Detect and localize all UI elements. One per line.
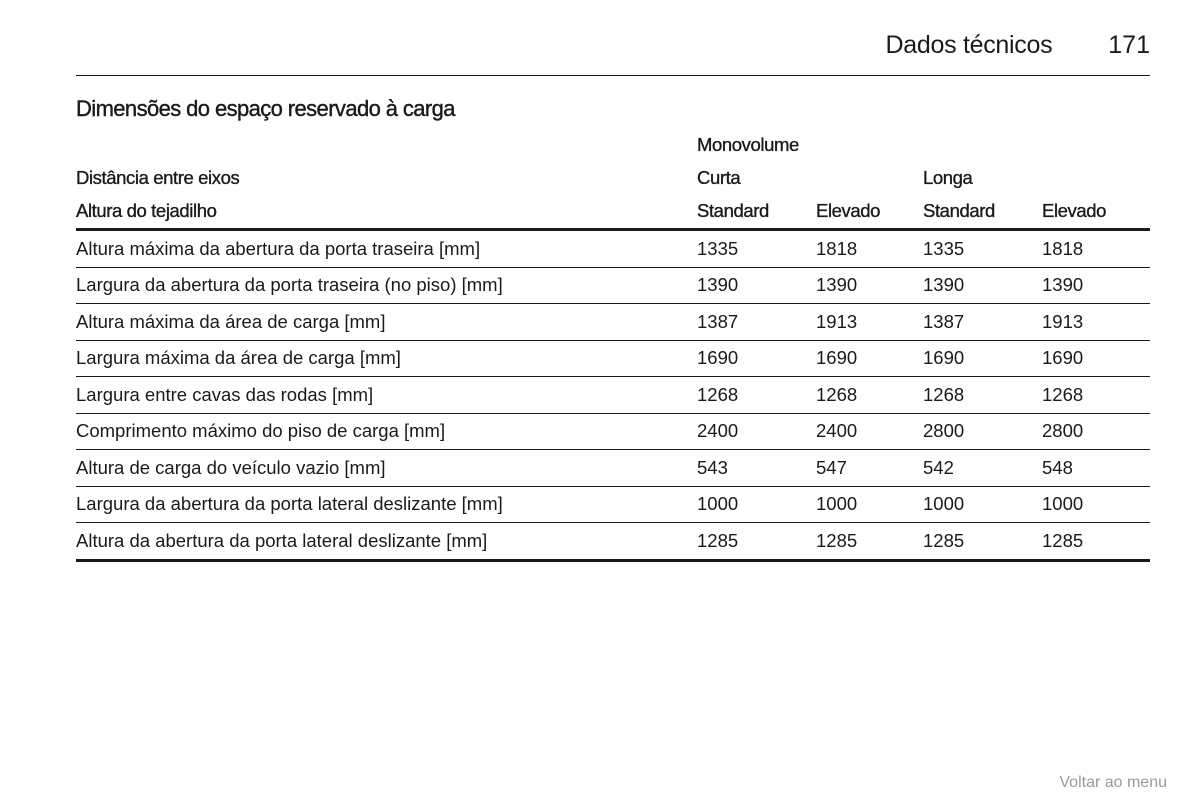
header-roof-label: Altura do tejadilho bbox=[76, 194, 697, 230]
cell-value: 2800 bbox=[923, 413, 1042, 450]
cell-value: 1387 bbox=[697, 304, 816, 341]
table-row bbox=[76, 486, 1150, 523]
cell-value: 2800 bbox=[1042, 413, 1150, 450]
cell-value: 1335 bbox=[697, 230, 816, 268]
table-row bbox=[76, 523, 1150, 561]
cell-value: 1000 bbox=[697, 486, 816, 523]
cell-value: 1285 bbox=[923, 523, 1042, 561]
cell-value: 1390 bbox=[923, 267, 1042, 304]
cell-value: 1818 bbox=[816, 230, 923, 268]
header-title: Dados técnicos bbox=[885, 31, 1053, 59]
page-number: 171 bbox=[1108, 31, 1150, 59]
cell-value: 542 bbox=[923, 450, 1042, 487]
table-row bbox=[76, 340, 1150, 377]
table-header-row-roof bbox=[76, 194, 1150, 230]
cell-value: 1268 bbox=[697, 377, 816, 414]
cell-value: 1335 bbox=[923, 230, 1042, 268]
cell-value: 1268 bbox=[816, 377, 923, 414]
column-header: Standard bbox=[923, 194, 1042, 230]
cell-value: 543 bbox=[697, 450, 816, 487]
row-label: Largura da abertura da porta traseira (no piso) [mm] bbox=[76, 267, 697, 304]
cell-value: 548 bbox=[1042, 450, 1150, 487]
cell-value: 1285 bbox=[816, 523, 923, 561]
header-empty-cell bbox=[76, 128, 697, 161]
header-wheelbase-short: Curta bbox=[697, 166, 741, 188]
cell-value: 1390 bbox=[697, 267, 816, 304]
table-row bbox=[76, 377, 1150, 414]
row-label: Largura entre cavas das rodas [mm] bbox=[76, 377, 697, 414]
cell-value: 1387 bbox=[923, 304, 1042, 341]
cell-value: 1000 bbox=[1042, 486, 1150, 523]
table-row bbox=[76, 267, 1150, 304]
row-label: Altura de carga do veículo vazio [mm] bbox=[76, 450, 697, 487]
cell-value: 547 bbox=[816, 450, 923, 487]
cell-value: 1268 bbox=[923, 377, 1042, 414]
cell-value: 1690 bbox=[923, 340, 1042, 377]
row-label: Altura máxima da abertura da porta traseira [mm] bbox=[76, 230, 697, 268]
column-header: Elevado bbox=[816, 194, 923, 230]
cell-value: 1913 bbox=[1042, 304, 1150, 341]
header-wheelbase-label: Distância entre eixos bbox=[76, 166, 240, 188]
row-label: Comprimento máximo do piso de carga [mm] bbox=[76, 413, 697, 450]
cell-value: 1690 bbox=[1042, 340, 1150, 377]
cell-value: 2400 bbox=[697, 413, 816, 450]
cell-value: 1818 bbox=[1042, 230, 1150, 268]
page-header bbox=[76, 24, 1150, 76]
table-row bbox=[76, 230, 1150, 268]
back-to-menu-link[interactable]: Voltar ao menu bbox=[1059, 774, 1167, 791]
cell-value: 1690 bbox=[816, 340, 923, 377]
cargo-dimensions-table bbox=[76, 128, 1150, 562]
row-label: Altura da abertura da porta lateral deslizante [mm] bbox=[76, 523, 697, 561]
cell-value: 1000 bbox=[816, 486, 923, 523]
row-label: Largura da abertura da porta lateral deslizante [mm] bbox=[76, 486, 697, 523]
cell-value: 1285 bbox=[1042, 523, 1150, 561]
cell-value: 1913 bbox=[816, 304, 923, 341]
header-wheelbase-long: Longa bbox=[923, 166, 973, 188]
cell-value: 1268 bbox=[1042, 377, 1150, 414]
table-row bbox=[76, 413, 1150, 450]
row-label: Altura máxima da área de carga [mm] bbox=[76, 304, 697, 341]
cell-value: 1390 bbox=[816, 267, 923, 304]
cell-value: 1690 bbox=[697, 340, 816, 377]
table-header-row-group bbox=[76, 128, 1150, 161]
cell-value: 1285 bbox=[697, 523, 816, 561]
table-row bbox=[76, 450, 1150, 487]
row-label: Largura máxima da área de carga [mm] bbox=[76, 340, 697, 377]
cell-value: 2400 bbox=[816, 413, 923, 450]
cell-value: 1390 bbox=[1042, 267, 1150, 304]
column-header: Elevado bbox=[1042, 194, 1150, 230]
table-row bbox=[76, 304, 1150, 341]
cell-value: 1000 bbox=[923, 486, 1042, 523]
section-title: Dimensões do espaço reservado à carga bbox=[76, 96, 455, 121]
column-header: Standard bbox=[697, 194, 816, 230]
header-group-label: Monovolume bbox=[697, 133, 799, 155]
table-header-row-wheelbase bbox=[76, 161, 1150, 194]
